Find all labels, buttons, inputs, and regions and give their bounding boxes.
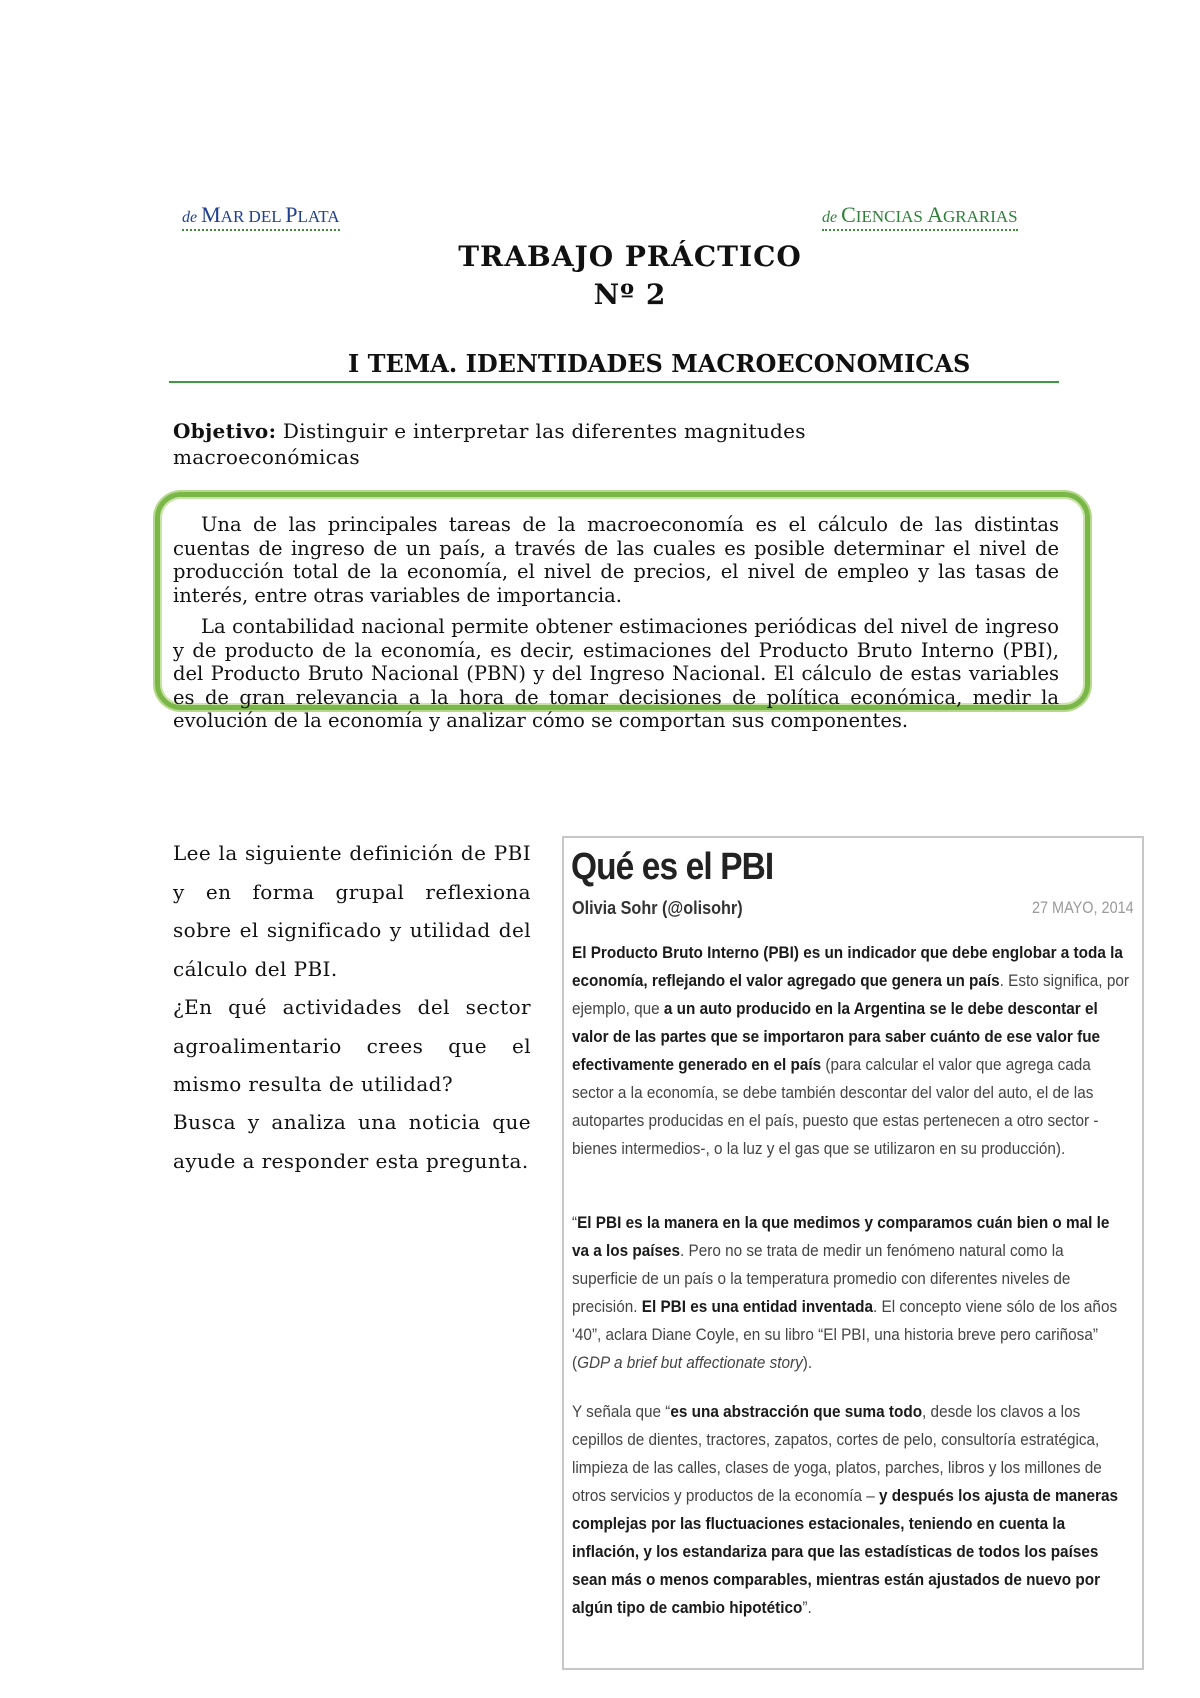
logo-prefix: de	[182, 209, 198, 226]
article-paragraph-3	[572, 1398, 1130, 1622]
text: ).	[802, 1353, 813, 1372]
text: Y señala que “	[572, 1402, 671, 1421]
text: (para calcular el valor que agrega cada sector a la economía, se debe también descontar del valor del auto, el de las autopartes producidas en el país, puesto que estas pertenecen a otro sector -bienes intermedios-, o la luz y el gas que se utilizaron en su producción).	[572, 1055, 1099, 1158]
objective	[173, 418, 893, 470]
text: . Esto significa, por ejemplo, que	[572, 971, 1129, 1018]
logo-letter: P	[285, 202, 298, 227]
logo-text: LATA	[297, 207, 340, 226]
text: ”.	[802, 1598, 812, 1617]
document-title: TRABAJO PRÁCTICO	[458, 240, 802, 273]
logo-text: GRARIAS	[943, 207, 1018, 226]
text: . Pero no se trata de medir un fenómeno natural como la superficie de un país o la temperatura promedio con diferentes niveles de precisión.	[572, 1241, 1071, 1316]
document-number: Nº 2	[593, 278, 667, 311]
logo-prefix: de	[822, 209, 838, 226]
text: . El concepto viene sólo de los años '40”, aclara Diane Coyle, en su libro “El PBI, una historia breve pero cariñosa” (	[572, 1297, 1118, 1372]
logo-letter: C	[841, 202, 856, 227]
logo-text: AR DEL	[220, 207, 286, 226]
bold-text: El PBI es la manera en la que medimos y comparamos cuán bien o mal le va a los países	[572, 1213, 1110, 1260]
bold-text: y después los ajusta de maneras complejas por las fluctuaciones estacionales, teniendo en cuenta la inflación, y los estandariza para que las estadísticas de todos los países sean más o menos comparables, mientras están ajustados de nuevo por algún tipo de cambio hipotético	[572, 1486, 1118, 1617]
article-paragraph-2	[572, 1209, 1130, 1377]
bold-text: El PBI es una entidad inventada	[641, 1297, 873, 1316]
bold-text: a un auto producido en la Argentina se le debe descontar el valor de las partes que se importaron para saber cuánto de ese valor fue efectivamente generado en el país	[572, 999, 1101, 1074]
instruction-2: ¿En qué actividades del sector agroalimentario crees que el mismo resulta de utilidad?	[173, 995, 531, 1096]
bold-text: es una abstracción que suma todo	[670, 1402, 923, 1421]
logo-text: IENCIAS	[855, 207, 928, 226]
article-paragraph-1	[572, 939, 1130, 1163]
text: , desde los clavos a los cepillos de dientes, tractores, zapatos, cortes de pelo, consultoría estratégica, limpieza de las calles, clases de yoga, platos, parches, libros y los millones de otros servicios y productos de la economía –	[572, 1402, 1102, 1505]
objective-text: Distinguir e interpretar las diferentes magnitudes macroeconómicas	[173, 419, 806, 469]
article-author: Olivia Sohr (@olisohr)	[572, 898, 743, 918]
intro-paragraph-2: La contabilidad nacional permite obtener estimaciones periódicas del nivel de ingreso y de producto de la economía, es decir, estimaciones del Producto Bruto Interno (PBI), del Producto Bruto Nacional (PBN) y del Ingreso Nacional. El cálculo de estas variables es de gran relevancia a la hora de tomar decisiones de política económica, medir la evolución de la economía y analizar cómo se comportan sus componentes.	[173, 615, 1059, 732]
logo-letter: A	[927, 202, 943, 227]
heading-divider	[169, 381, 1059, 383]
instruction-1: Lee la siguiente definición de PBI y en forma grupal reflexiona sobre el significado y utilidad del cálculo del PBI.	[173, 841, 531, 981]
bold-text: El Producto Bruto Interno (PBI) es un indicador que debe englobar a toda la economía, reflejando el valor agregado que genera un país	[572, 943, 1123, 990]
article-date: 27 MAYO, 2014	[1032, 898, 1134, 917]
italic-text: GDP a brief but affectionate story	[577, 1353, 803, 1372]
article-title: Qué es el PBI	[571, 846, 774, 888]
section-heading: I TEMA. IDENTIDADES MACROECONOMICAS	[348, 349, 971, 378]
logo-letter: M	[201, 202, 221, 227]
text: “	[572, 1213, 578, 1232]
faculty-logo	[822, 202, 1018, 231]
instruction-3: Busca y analiza una noticia que ayude a responder esta pregunta.	[173, 1110, 531, 1173]
university-logo	[182, 202, 340, 231]
article-clipping	[562, 836, 1144, 1670]
intro-paragraph-1: Una de las principales tareas de la macroeconomía es el cálculo de las distintas cuentas de ingreso de un país, a través de las cuales es posible determinar el nivel de producción total de la economía, el nivel de precios, el nivel de empleo y las tasas de interés, entre otras variables de importancia.	[173, 513, 1059, 607]
objective-label: Objetivo:	[173, 419, 277, 443]
